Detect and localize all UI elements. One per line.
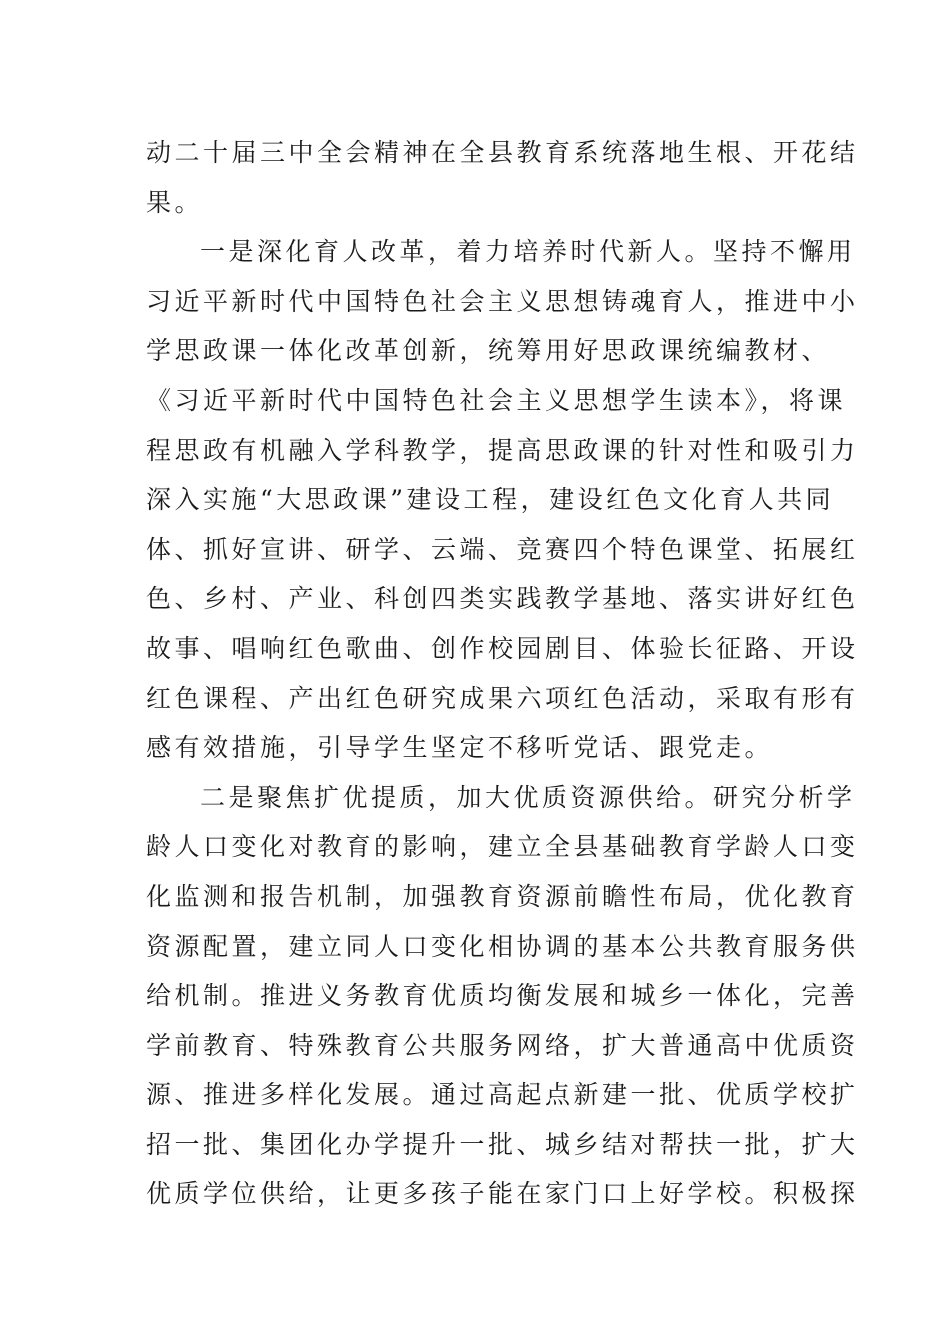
text-line: 程思政有机融入学科教学，提高思政课的针对性和吸引力 <box>146 435 859 465</box>
text-line: 色、乡村、产业、科创四类实践教学基地、落实讲好红色 <box>146 584 859 614</box>
document-body <box>146 128 859 1219</box>
text-line: 给机制。推进义务教育优质均衡发展和城乡一体化，完善 <box>146 981 859 1011</box>
text-line: 体、抓好宣讲、研学、云端、竞赛四个特色课堂、拓展红 <box>146 534 859 564</box>
text-line: 龄人口变化对教育的影响，建立全县基础教育学龄人口变 <box>146 832 859 862</box>
text-line: 《习近平新时代中国特色社会主义思想学生读本》，将课 <box>146 385 847 415</box>
text-line: 深入实施“大思政课”建设工程，建设红色文化育人共同 <box>146 485 835 515</box>
text-line: 果。 <box>146 187 204 217</box>
text-line: 故事、唱响红色歌曲、创作校园剧目、体验长征路、开设 <box>146 633 859 663</box>
paragraph-start-line: 一是深化育人改革，着力培养时代新人。坚持不懈用 <box>200 237 856 267</box>
text-line: 习近平新时代中国特色社会主义思想铸魂育人，推进中小 <box>146 286 859 316</box>
text-line: 动二十届三中全会精神在全县教育系统落地生根、开花结 <box>146 138 859 167</box>
text-line: 招一批、集团化办学提升一批、城乡结对帮扶一批，扩大 <box>146 1129 859 1159</box>
text-line: 资源配置，建立同人口变化相协调的基本公共教育服务供 <box>146 931 859 961</box>
text-line: 学思政课一体化改革创新，统筹用好思政课统编教材、 <box>146 336 831 366</box>
text-line: 源、推进多样化发展。通过高起点新建一批、优质学校扩 <box>146 1080 859 1110</box>
paragraph-start-line: 二是聚焦扩优提质，加大优质资源供给。研究分析学 <box>200 782 856 812</box>
text-line: 感有效措施，引导学生坚定不移听党话、跟党走。 <box>146 733 774 763</box>
text-line: 化监测和报告机制，加强教育资源前瞻性布局，优化教育 <box>146 881 859 911</box>
text-line: 红色课程、产出红色研究成果六项红色活动，采取有形有 <box>146 683 859 713</box>
text-line: 学前教育、特殊教育公共服务网络，扩大普通高中优质资 <box>146 1030 859 1060</box>
text-line: 优质学位供给，让更多孩子能在家门口上好学校。积极探 <box>146 1179 859 1209</box>
